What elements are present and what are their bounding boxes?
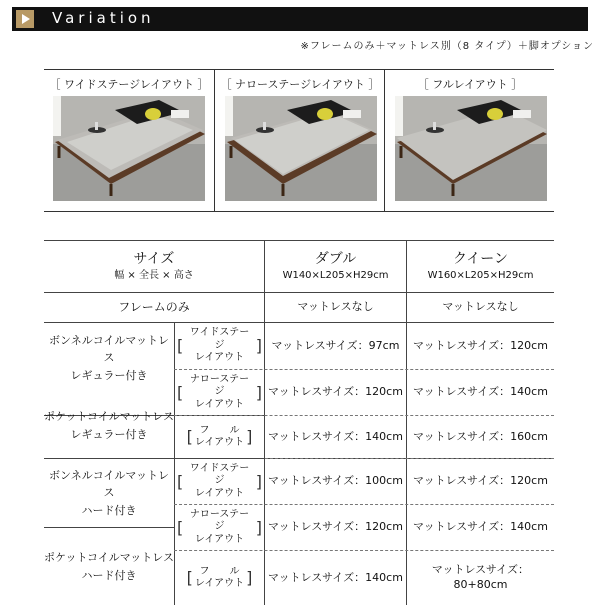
layout-line2: レイアウト [194,398,245,410]
mattress-group-line2: ハード付き [81,568,137,582]
layout-card-label: ［ フルレイアウト ］ [417,78,523,91]
layout-line1: ワイドステージ [189,462,250,487]
double-mattress-size: マットレスサイズ：120cm [268,520,403,534]
layout-card-narrow-stage [214,70,385,211]
layout-line2: レイアウト [194,437,245,448]
mattress-group [44,459,174,527]
layout-line2: レイアウト [194,578,245,589]
layout-bracket: [ ワイドステージ レイアウト ] [177,327,262,364]
mattress-group-line1: ボンネルコイルマットレス [49,333,169,365]
layout-card-wide-stage [44,70,214,211]
layout-bracket: [ ナローステージ レイアウト ] [177,373,262,410]
double-mattress-size: マットレスサイズ：140cm [268,429,403,443]
bed-photo [225,96,377,201]
queen-dimensions: W160×L205×H29cm [427,269,534,281]
double-dimensions: W140×L205×H29cm [282,269,389,281]
bed-photo [395,96,547,201]
mattress-group-line1: ポケットコイルマットレス [44,550,174,564]
size-label: サイズ [133,250,175,267]
layout-line1: ワイドステージ [189,327,250,351]
section-header [12,7,588,31]
queen-label: クイーン [452,250,509,267]
queen-mattress-size: マットレスサイズ：120cm [413,474,548,488]
layout-line1: フ ル [199,424,240,436]
layout-card-label: ［ ナローステージレイアウト ］ [220,78,380,91]
queen-mattress-size: マットレスサイズ：120cm [413,338,548,352]
mattress-group [44,323,174,393]
double-label: ダブル [314,250,357,267]
double-mattress-size: マットレスサイズ：140cm [268,570,403,584]
layout-bracket: [ ナローステージ レイアウト ] [177,508,262,545]
bed-photo [53,96,205,201]
double-no-mattress: マットレスなし [297,300,374,314]
layout-card-full [384,70,555,211]
double-mattress-size: マットレスサイズ：97cm [271,338,400,352]
queen-mattress-size: マットレスサイズ：80+80cm [431,563,530,591]
layout-card-label: ［ ワイドステージレイアウト ］ [49,78,209,91]
mattress-group-line1: ボンネルコイルマットレス [49,468,169,500]
play-arrow-icon [16,10,34,28]
layout-line1: ナローステージ [189,373,250,398]
layout-line2: レイアウト [194,487,245,499]
double-mattress-size: マットレスサイズ：100cm [268,474,403,488]
mattress-group-line1: ポケットコイルマットレス [44,409,174,423]
size-header [44,240,264,292]
layout-cards [44,69,554,212]
layout-bracket: [ ワイドステージ レイアウト ] [177,462,262,499]
layout-line2: レイアウト [194,352,245,364]
size-table [44,240,554,605]
option-note: ※フレームのみ＋マットレス別（8 タイプ）＋脚オプション [300,41,594,52]
layout-line1: ナローステージ [189,508,250,533]
layout-bracket: [ フ ル レイアウト ] [186,565,253,589]
mattress-group-line2: レギュラー付き [70,368,148,382]
section-title: Variation [52,9,155,27]
queen-header [407,240,554,292]
layout-line2: レイアウト [194,533,245,545]
mattress-group-line2: レギュラー付き [70,427,148,441]
queen-mattress-size: マットレスサイズ：160cm [413,429,548,443]
mattress-group [44,528,174,605]
queen-mattress-size: マットレスサイズ：140cm [413,520,548,534]
double-header [265,240,406,292]
mattress-group-line2: ハード付き [81,503,137,517]
frame-only-label: フレームのみ [118,300,190,315]
mattress-group [44,393,174,458]
layout-bracket: [ フ ル レイアウト ] [186,424,253,448]
size-sub-label: 幅 × 全長 × 高さ [114,269,194,281]
queen-no-mattress: マットレスなし [442,300,519,314]
queen-mattress-size: マットレスサイズ：140cm [413,385,548,399]
double-mattress-size: マットレスサイズ：120cm [268,385,403,399]
layout-line1: フ ル [199,565,240,577]
